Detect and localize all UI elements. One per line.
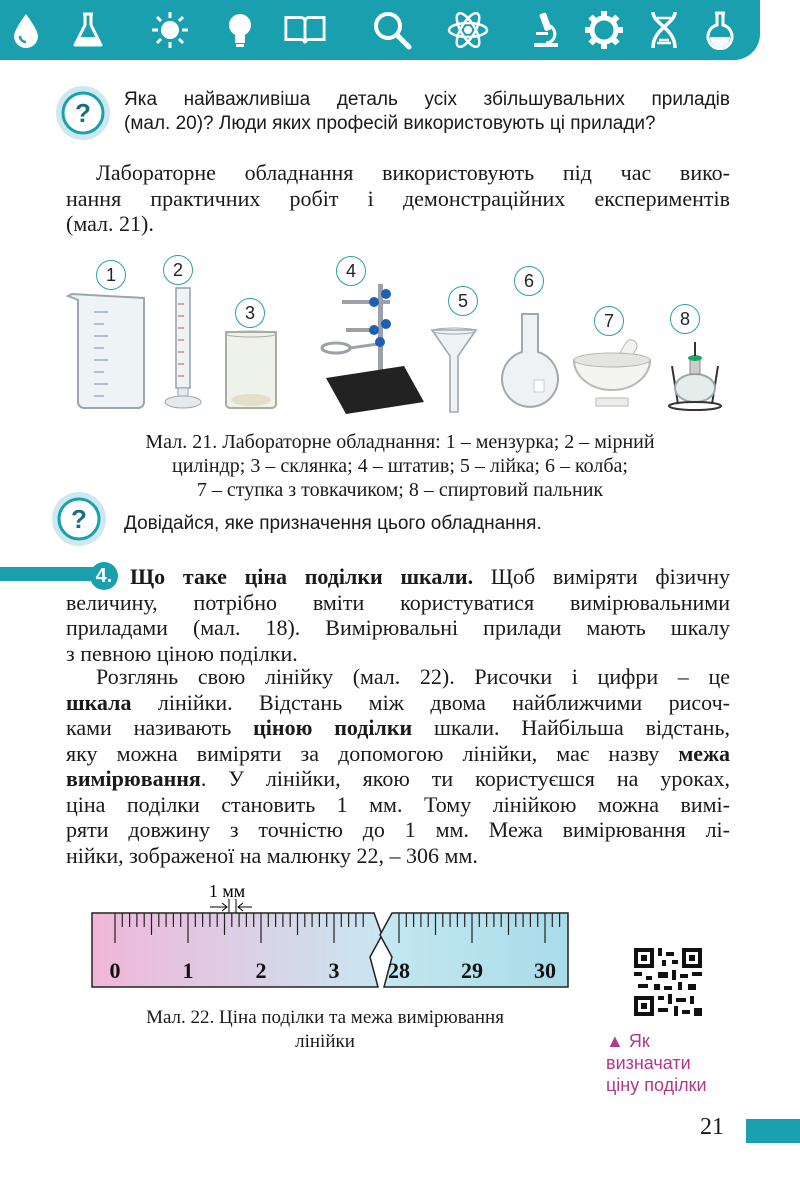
- intro-line-3: (мал. 21).: [66, 211, 154, 236]
- flask-icon: [66, 8, 110, 52]
- question-1-line-1: Яка найважливіша деталь усіх збільшувальних приладів: [124, 89, 730, 110]
- question-1: [124, 88, 730, 136]
- spirit-burner-image: [666, 338, 724, 412]
- intro-paragraph: [66, 160, 730, 237]
- drop-icon: [4, 8, 48, 52]
- equipment-number: 4: [336, 256, 366, 286]
- para-2-line-7: ряти довжину з точністю до 1 мм. Межа вимірювання лі-: [66, 817, 730, 842]
- ruler-number: 2: [255, 958, 267, 983]
- funnel-image: [428, 326, 480, 416]
- equipment-number: 6: [514, 266, 544, 296]
- mortar-pestle-image: [570, 336, 654, 414]
- ruler-number: 29: [461, 958, 483, 983]
- equipment-number: 5: [448, 286, 478, 316]
- qr-label-line-2: визначати: [606, 1053, 691, 1073]
- qr-label[interactable]: [606, 1030, 746, 1096]
- graduated-cylinder-image: [164, 284, 204, 412]
- ruler-number: 3: [328, 958, 340, 983]
- lab-stand-image: [316, 280, 436, 416]
- triangle-up-icon: ▲: [606, 1031, 624, 1051]
- term-scale: шкала: [66, 689, 132, 715]
- header-bar: [0, 0, 760, 60]
- gear-icon: [582, 8, 626, 52]
- equipment-number: 2: [163, 255, 193, 285]
- lightbulb-icon: [218, 8, 262, 52]
- dna-icon: [642, 8, 686, 52]
- equipment-number: 8: [670, 304, 700, 334]
- section-number: 4.: [90, 562, 118, 590]
- division-label: 1 мм: [208, 881, 246, 901]
- term-limit: межа: [678, 740, 731, 766]
- caption-22-line-1: Мал. 22. Ціна поділки та межа вимірювання: [146, 1007, 504, 1028]
- para-2-line-4: яку можна виміряти за допомогою лінійки, має назву межа: [66, 740, 731, 766]
- para-2-line-8: нійки, зображеної на малюнку 22, – 306 мм.: [66, 842, 478, 868]
- intro-line-1: Лабораторне обладнання використовують під час вико-: [96, 160, 730, 185]
- section-4-line-3: приладами (мал. 18). Вимірювальні прилади мають шкалу: [66, 615, 730, 640]
- term-division-value: ціною поділки: [253, 715, 413, 740]
- section-4-paragraph: [66, 564, 730, 666]
- term-measurement: вимірювання: [66, 766, 201, 791]
- section-4-line-1: Що таке ціна поділки шкали. Щоб виміряти фізичну: [130, 564, 730, 589]
- ruler-number: 30: [534, 958, 556, 983]
- measuring-beaker-image: [64, 290, 152, 412]
- para-2-line-3: ками називають ціною поділки шкали. Найбільша відстань,: [66, 715, 730, 740]
- atom-icon: [446, 8, 490, 52]
- caption-22-line-2: лінійки: [295, 1031, 355, 1052]
- para-2-line-5: вимірювання. У лінійки, якою ти користуєшся на уроках,: [66, 766, 730, 791]
- section-4-line-2: величину, потрібно вміти користуватися вимірювальними: [66, 589, 730, 615]
- qr-label-line-3: ціну поділки: [606, 1075, 707, 1095]
- figure-21-caption: [60, 430, 740, 502]
- qr-label-line-1: Як: [628, 1031, 650, 1051]
- caption-21-line-1: Мал. 21. Лабораторне обладнання: 1 – мензурка; 2 – мірний: [145, 431, 655, 453]
- para-2-line-1: Розглянь свою лінійку (мал. 22). Рисочки і цифри – це: [96, 664, 730, 689]
- sun-icon: [148, 8, 192, 52]
- page-number: 21: [700, 1114, 724, 1140]
- magnifier-icon: [370, 8, 414, 52]
- round-flask-icon: [698, 8, 742, 52]
- question-mark: ?: [71, 504, 87, 534]
- ruler-figure: [80, 875, 580, 995]
- page-tab: [746, 1119, 800, 1143]
- para-2-line-6: ціна поділки становить 1 мм. Тому лінійкою можна вимі-: [66, 791, 730, 817]
- figure-22-caption: [80, 1006, 570, 1054]
- question-1-line-2: (мал. 20)? Люди яких професій використовують ці прилади?: [124, 113, 656, 134]
- question-badge: [54, 84, 112, 142]
- ruler-number: 0: [109, 958, 121, 983]
- para-2-line-2: шкала лінійки. Відстань між двома найближчими рисоч-: [66, 689, 730, 715]
- ruler-paragraph: [66, 664, 730, 868]
- question-badge: [50, 490, 108, 548]
- question-mark: ?: [75, 98, 91, 128]
- microscope-icon: [524, 8, 568, 52]
- intro-line-2: нання практичних робіт і демонстраційних експериментів: [66, 185, 730, 211]
- question-2: Довідайся, яке призначення цього обладнання.: [124, 513, 542, 534]
- book-icon: [283, 8, 327, 52]
- qr-code-icon[interactable]: [632, 946, 704, 1018]
- flask-image: [498, 310, 562, 414]
- beaker-image: [222, 328, 280, 412]
- equipment-number: 7: [594, 306, 624, 336]
- section-4-line-4: з певною ціною поділки.: [66, 640, 298, 666]
- equipment-number: 1: [96, 260, 126, 290]
- equipment-number: 3: [235, 298, 265, 328]
- caption-21-line-3: 7 – ступка з товкачиком; 8 – спиртовий пальник: [196, 479, 604, 501]
- ruler-number: 28: [388, 958, 410, 983]
- caption-21-line-2: циліндр; 3 – склянка; 4 – штатив; 5 – лійка; 6 – колба;: [171, 455, 628, 477]
- section-title: Що таке ціна поділки шкали.: [130, 564, 474, 589]
- ruler-number: 1: [182, 958, 194, 983]
